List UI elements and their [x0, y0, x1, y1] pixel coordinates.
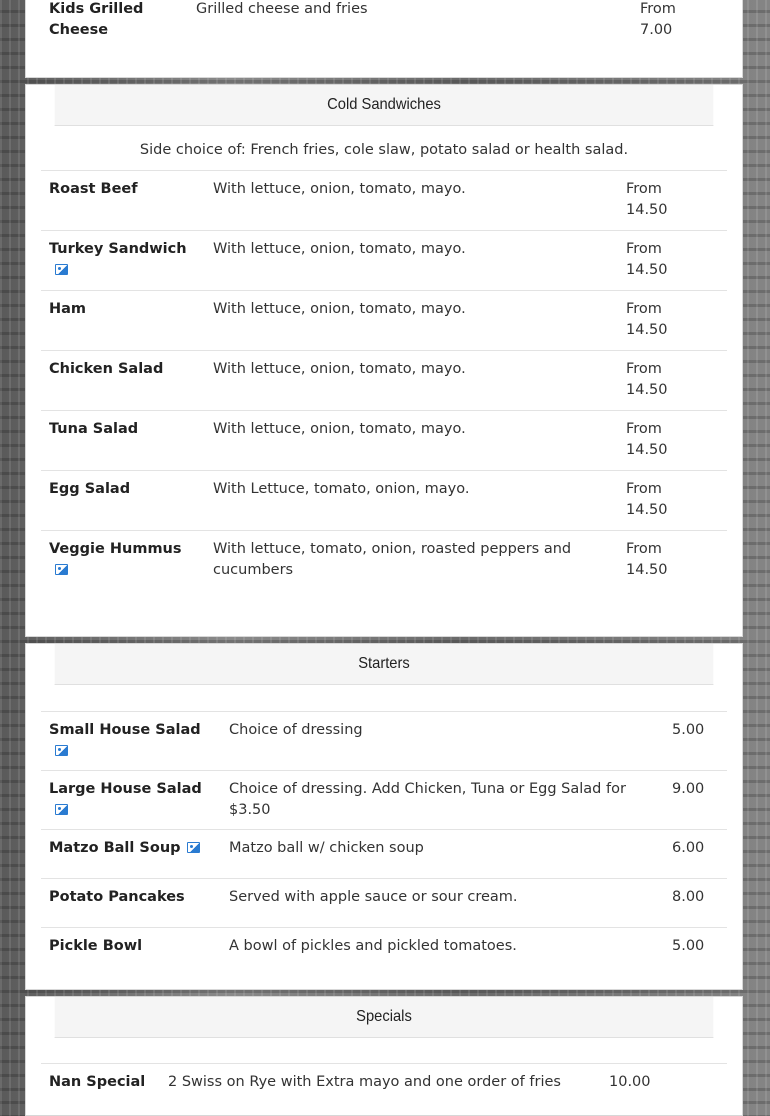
- section-title: Starters: [55, 644, 714, 685]
- menu-item-row: [41, 928, 727, 977]
- menu-item-row: [41, 351, 727, 411]
- item-price: [664, 879, 727, 928]
- price-value: 6.00: [672, 840, 705, 856]
- menu-item-row: [41, 531, 727, 591]
- image-icon[interactable]: [55, 745, 68, 756]
- price-value: 14.50: [626, 262, 668, 278]
- item-name: Matzo Ball Soup: [49, 840, 181, 856]
- item-name-cell: [41, 531, 205, 591]
- kids-panel: [25, 0, 743, 78]
- price-value: 14.50: [626, 382, 668, 398]
- item-name-cell: [41, 411, 205, 471]
- price-value: 9.00: [672, 781, 705, 797]
- price-prefix: From: [626, 541, 662, 557]
- price-prefix: From: [626, 361, 662, 377]
- item-price: [664, 771, 727, 830]
- price-value: 14.50: [626, 322, 668, 338]
- image-icon[interactable]: [55, 264, 68, 275]
- side-choice-note: Side choice of: French fries, cole slaw, potato salad or health salad.: [139, 142, 629, 158]
- image-icon[interactable]: [55, 564, 68, 575]
- menu-item-row: [41, 771, 727, 830]
- price-prefix: From: [626, 421, 662, 437]
- item-name-cell: [41, 471, 205, 531]
- item-name: Ham: [49, 301, 87, 317]
- item-price: [640, 0, 676, 41]
- item-price: [618, 471, 727, 531]
- item-price: [618, 351, 727, 411]
- item-price: [664, 830, 727, 879]
- price-value: 7.00: [640, 22, 673, 38]
- price-prefix: From: [626, 181, 662, 197]
- menu-item-row: [41, 879, 727, 928]
- price-value: 8.00: [672, 889, 705, 905]
- item-name-cell: [41, 351, 205, 411]
- item-name-cell: [41, 712, 221, 771]
- specials-panel: [25, 996, 743, 1116]
- starters-panel: [25, 643, 743, 990]
- item-name-cell: [41, 1064, 160, 1104]
- item-name: Pickle Bowl: [49, 938, 143, 954]
- item-price: [618, 291, 727, 351]
- menu-item-row: [41, 291, 727, 351]
- menu-table: [41, 1063, 727, 1104]
- item-description: Matzo ball w/ chicken soup: [221, 830, 664, 879]
- item-price: [618, 531, 727, 591]
- price-value: 10.00: [609, 1074, 651, 1090]
- section-title: Specials: [55, 997, 714, 1038]
- price-value: 5.00: [672, 722, 705, 738]
- item-name: Chicken Salad: [49, 361, 164, 377]
- item-name-cell: [41, 171, 205, 231]
- menu-table: [41, 711, 727, 977]
- item-description: Served with apple sauce or sour cream.: [221, 879, 664, 928]
- item-price: [664, 928, 727, 977]
- item-name: Large House Salad: [49, 781, 202, 797]
- menu-item-row: [41, 830, 727, 879]
- item-price: [601, 1064, 727, 1104]
- image-icon[interactable]: [187, 842, 200, 853]
- item-price: [618, 231, 727, 291]
- item-price: [618, 411, 727, 471]
- item-price: [664, 712, 727, 771]
- item-name-cell: [41, 231, 205, 291]
- item-description: With lettuce, onion, tomato, mayo.: [205, 411, 618, 471]
- price-value: 14.50: [626, 502, 668, 518]
- item-name: Nan Special: [49, 1074, 146, 1090]
- item-description: With lettuce, onion, tomato, mayo.: [205, 171, 618, 231]
- item-description: With lettuce, onion, tomato, mayo.: [205, 351, 618, 411]
- price-prefix: From: [626, 481, 662, 497]
- price-value: 14.50: [626, 562, 668, 578]
- section-title: Cold Sandwiches: [55, 85, 714, 126]
- item-name: Tuna Salad: [49, 421, 139, 437]
- item-name: Small House Salad: [49, 722, 201, 738]
- item-description: Choice of dressing. Add Chicken, Tuna or Egg Salad for $3.50: [221, 771, 664, 830]
- price-prefix: From: [640, 1, 676, 17]
- item-name: Veggie Hummus: [49, 541, 182, 557]
- image-icon[interactable]: [55, 804, 68, 815]
- item-name: Turkey Sandwich: [49, 241, 187, 257]
- menu-item-row: [41, 471, 727, 531]
- item-description: With Lettuce, tomato, onion, mayo.: [205, 471, 618, 531]
- price-value: 14.50: [626, 202, 668, 218]
- item-name: Kids Grilled Cheese: [49, 1, 144, 38]
- item-name-cell: [41, 879, 221, 928]
- menu-item-row: [41, 712, 727, 771]
- price-value: 5.00: [672, 938, 705, 954]
- menu-table: [41, 170, 727, 591]
- menu-item-row: [41, 1064, 727, 1104]
- item-name-cell: [41, 291, 205, 351]
- item-description: 2 Swiss on Rye with Extra mayo and one order of fries: [160, 1064, 601, 1104]
- item-price: [618, 171, 727, 231]
- price-value: 14.50: [626, 442, 668, 458]
- menu-item-row: [41, 171, 727, 231]
- item-name-cell: [41, 830, 221, 879]
- item-description: Choice of dressing: [221, 712, 664, 771]
- item-name: Potato Pancakes: [49, 889, 185, 905]
- item-description: A bowl of pickles and pickled tomatoes.: [221, 928, 664, 977]
- price-prefix: From: [626, 301, 662, 317]
- item-name-cell: [41, 771, 221, 830]
- item-description: Grilled cheese and fries: [196, 1, 368, 17]
- cold-sandwiches-panel: [25, 84, 743, 637]
- item-description: With lettuce, onion, tomato, mayo.: [205, 231, 618, 291]
- item-name-cell: [41, 928, 221, 977]
- item-description: With lettuce, onion, tomato, mayo.: [205, 291, 618, 351]
- menu-item-row: [41, 231, 727, 291]
- item-name: Egg Salad: [49, 481, 131, 497]
- item-name: Roast Beef: [49, 181, 138, 197]
- item-description: With lettuce, tomato, onion, roasted peppers and cucumbers: [205, 531, 618, 591]
- menu-item-row: [41, 411, 727, 471]
- price-prefix: From: [626, 241, 662, 257]
